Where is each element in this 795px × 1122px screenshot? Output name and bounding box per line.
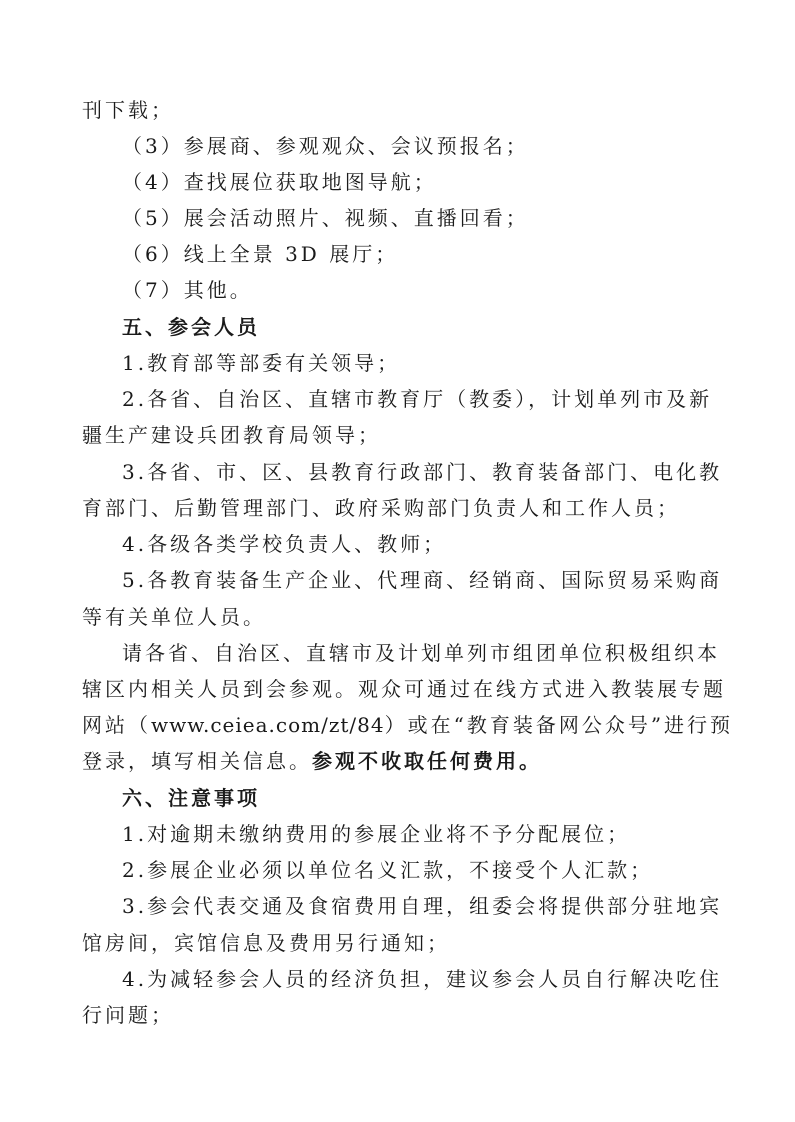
section-heading: 六、注意事项 bbox=[122, 786, 260, 810]
text-line: 刊下载； bbox=[82, 98, 174, 122]
list-item: 2.参展企业必须以单位名义汇款，不接受个人汇款； bbox=[122, 858, 654, 882]
text-line: 疆生产建设兵团教育局领导； bbox=[82, 423, 381, 447]
list-item: （4）查找展位获取地图导航； bbox=[122, 170, 437, 194]
section-heading: 五、参会人员 bbox=[122, 315, 260, 339]
emphasis-text: 参观不收取任何费用。 bbox=[312, 749, 542, 773]
list-item: 4.为减轻参会人员的经济负担，建议参会人员自行解决吃住 bbox=[122, 967, 723, 991]
list-item: （3）参展商、参观观众、会议预报名； bbox=[122, 134, 529, 158]
text-segment: 网站（ bbox=[82, 713, 151, 737]
list-item: 3.各省、市、区、县教育行政部门、教育装备部门、电化教 bbox=[122, 460, 723, 484]
list-item: 2.各省、自治区、直辖市教育厅（教委），计划单列市及新 bbox=[122, 387, 713, 411]
list-item: 1.对逾期未缴纳费用的参展企业将不予分配展位； bbox=[122, 822, 631, 846]
text-line: 行问题； bbox=[82, 1003, 174, 1027]
paragraph-line: 辖区内相关人员到会参观。观众可通过在线方式进入教装展专题 bbox=[82, 677, 726, 701]
text-line: 馆房间，宾馆信息及费用另行通知； bbox=[82, 931, 450, 955]
text-segment: 登录，填写相关信息。 bbox=[82, 749, 312, 773]
website-url: www.ceiea.com/zt/84 bbox=[151, 713, 385, 737]
list-item: （6）线上全景 3D 展厅； bbox=[122, 242, 399, 266]
paragraph-line: 请各省、自治区、直辖市及计划单列市组团单位积极组织本 bbox=[122, 641, 720, 665]
list-item: 5.各教育装备生产企业、代理商、经销商、国际贸易采购商 bbox=[122, 568, 723, 592]
list-item: （5）展会活动照片、视频、直播回看； bbox=[122, 206, 529, 230]
list-item: 3.参会代表交通及食宿费用自理，组委会将提供部分驻地宾 bbox=[122, 894, 723, 918]
text-segment: ）或在“教育装备网公众号”进行预 bbox=[384, 713, 734, 737]
list-item: （7）其他。 bbox=[122, 278, 253, 302]
paragraph-line bbox=[82, 747, 542, 775]
list-item: 1.教育部等部委有关领导； bbox=[122, 351, 401, 375]
list-item: 4.各级各类学校负责人、教师； bbox=[122, 532, 447, 556]
paragraph-line bbox=[82, 711, 733, 739]
text-line: 育部门、后勤管理部门、政府采购部门负责人和工作人员； bbox=[82, 496, 680, 520]
text-line: 等有关单位人员。 bbox=[82, 605, 266, 629]
